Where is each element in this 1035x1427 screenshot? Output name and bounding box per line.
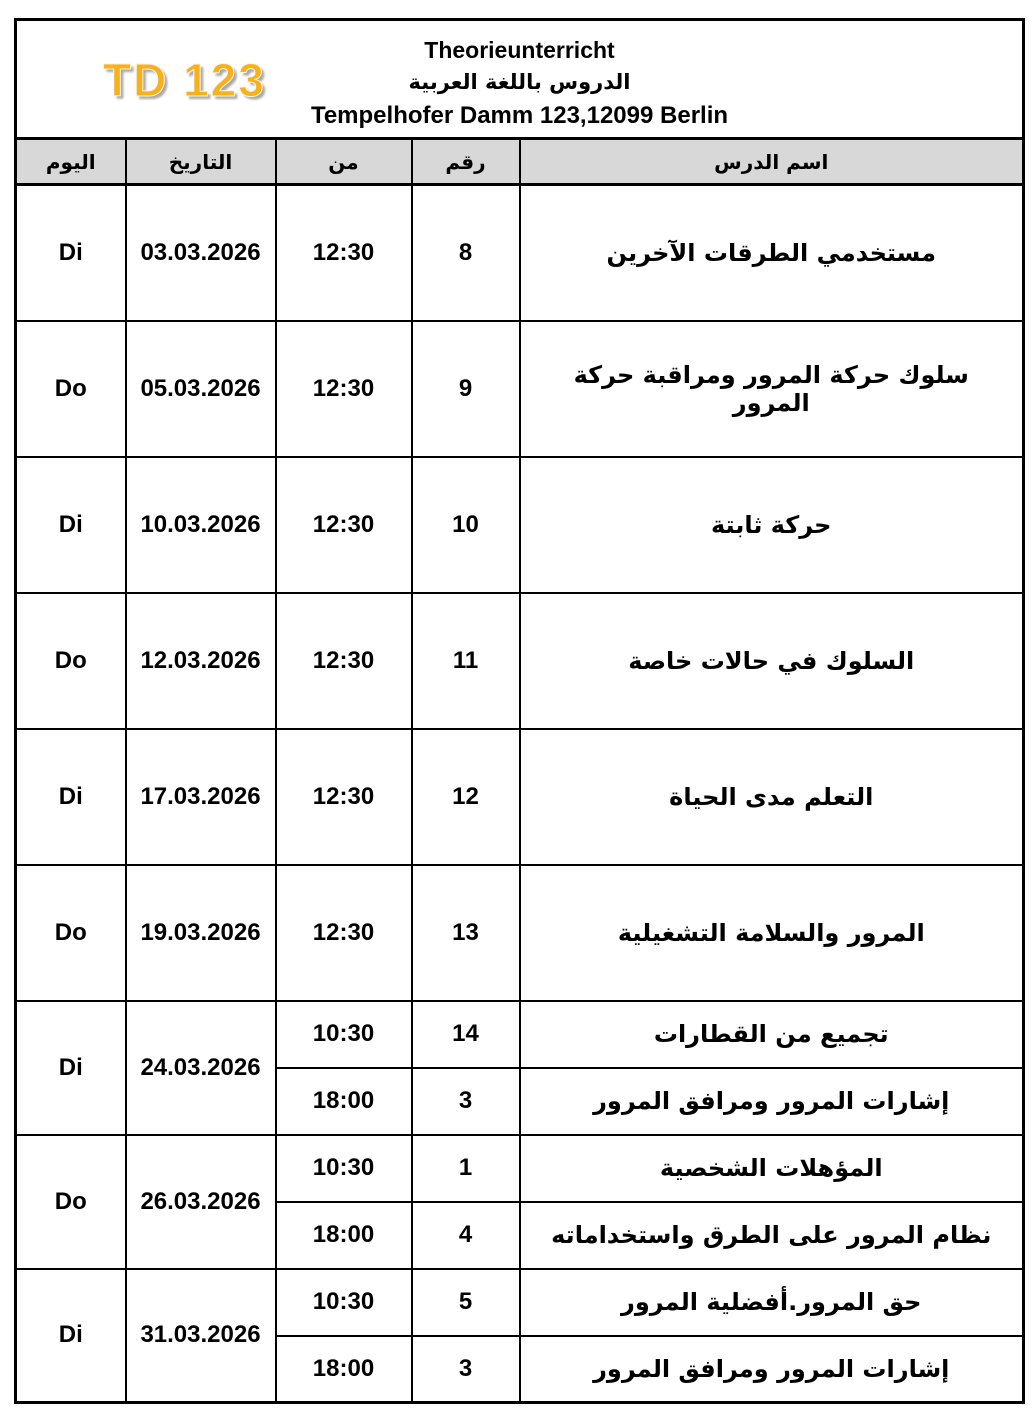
lesson-name-cell: حق المرور.أفضلية المرور: [520, 1269, 1024, 1336]
table-row: [16, 1001, 1024, 1068]
lesson-name-cell: المرور والسلامة التشغيلية: [520, 865, 1024, 1001]
lesson-name-cell: المؤهلات الشخصية: [520, 1135, 1024, 1202]
day-cell: Do: [16, 1135, 126, 1269]
theory-schedule-table: [14, 18, 1025, 1404]
lesson-name-cell: التعلم مدى الحياة: [520, 729, 1024, 865]
lesson-number-cell: 5: [412, 1269, 520, 1336]
time-cell: 12:30: [276, 865, 412, 1001]
lesson-number-cell: 12: [412, 729, 520, 865]
lesson-number-cell: 11: [412, 593, 520, 729]
school-address: Tempelhofer Damm 123,12099 Berlin: [310, 102, 729, 129]
date-cell: 24.03.2026: [126, 1001, 276, 1135]
day-cell: Di: [16, 457, 126, 593]
time-cell: 12:30: [276, 729, 412, 865]
day-cell: Do: [16, 593, 126, 729]
lesson-name-cell: السلوك في حالات خاصة: [520, 593, 1024, 729]
column-header-row: [16, 139, 1024, 185]
date-cell: 03.03.2026: [126, 185, 276, 321]
col-header-from: من: [276, 139, 412, 185]
time-cell: 12:30: [276, 321, 412, 457]
lesson-number-cell: 4: [412, 1202, 520, 1269]
lesson-name-cell: إشارات المرور ومرافق المرور: [520, 1336, 1024, 1403]
lesson-number-cell: 9: [412, 321, 520, 457]
table-row: [16, 185, 1024, 321]
col-header-lesson: اسم الدرس: [520, 139, 1024, 185]
col-header-day: اليوم: [16, 139, 126, 185]
date-cell: 31.03.2026: [126, 1269, 276, 1403]
time-cell: 12:30: [276, 593, 412, 729]
time-cell: 10:30: [276, 1269, 412, 1336]
time-cell: 12:30: [276, 185, 412, 321]
day-cell: Di: [16, 1269, 126, 1403]
lesson-number-cell: 8: [412, 185, 520, 321]
lesson-name-cell: إشارات المرور ومرافق المرور: [520, 1068, 1024, 1135]
time-cell: 10:30: [276, 1135, 412, 1202]
day-cell: Di: [16, 185, 126, 321]
table-row: [16, 729, 1024, 865]
lesson-number-cell: 14: [412, 1001, 520, 1068]
col-header-number: رقم: [412, 139, 520, 185]
title-band: [16, 20, 1024, 139]
lesson-number-cell: 13: [412, 865, 520, 1001]
lesson-number-cell: 3: [412, 1068, 520, 1135]
table-row: [16, 457, 1024, 593]
date-cell: 10.03.2026: [126, 457, 276, 593]
time-cell: 12:30: [276, 457, 412, 593]
date-cell: 26.03.2026: [126, 1135, 276, 1269]
table-row: [16, 1135, 1024, 1202]
time-cell: 18:00: [276, 1336, 412, 1403]
page-title: Theorieunterricht: [424, 37, 615, 63]
time-cell: 18:00: [276, 1068, 412, 1135]
school-logo: TD 123: [103, 54, 266, 106]
lesson-name-cell: نظام المرور على الطرق واستخداماته: [520, 1202, 1024, 1269]
table-row: [16, 593, 1024, 729]
day-cell: Di: [16, 1001, 126, 1135]
lesson-name-cell: تجميع من القطارات: [520, 1001, 1024, 1068]
lesson-name-cell: حركة ثابتة: [520, 457, 1024, 593]
lesson-number-cell: 3: [412, 1336, 520, 1403]
lesson-number-cell: 10: [412, 457, 520, 593]
table-row: [16, 865, 1024, 1001]
day-cell: Di: [16, 729, 126, 865]
lesson-number-cell: 1: [412, 1135, 520, 1202]
page-subtitle-arabic: الدروس باللغة العربية: [408, 70, 631, 94]
date-cell: 12.03.2026: [126, 593, 276, 729]
day-cell: Do: [16, 321, 126, 457]
day-cell: Do: [16, 865, 126, 1001]
date-cell: 19.03.2026: [126, 865, 276, 1001]
time-cell: 10:30: [276, 1001, 412, 1068]
table-row: [16, 321, 1024, 457]
date-cell: 17.03.2026: [126, 729, 276, 865]
time-cell: 18:00: [276, 1202, 412, 1269]
lesson-name-cell: مستخدمي الطرقات الآخرين: [520, 185, 1024, 321]
title-cell: [16, 20, 1024, 139]
table-row: [16, 1269, 1024, 1336]
date-cell: 05.03.2026: [126, 321, 276, 457]
col-header-date: التاريخ: [126, 139, 276, 185]
lesson-name-cell: سلوك حركة المرور ومراقبة حركة المرور: [520, 321, 1024, 457]
